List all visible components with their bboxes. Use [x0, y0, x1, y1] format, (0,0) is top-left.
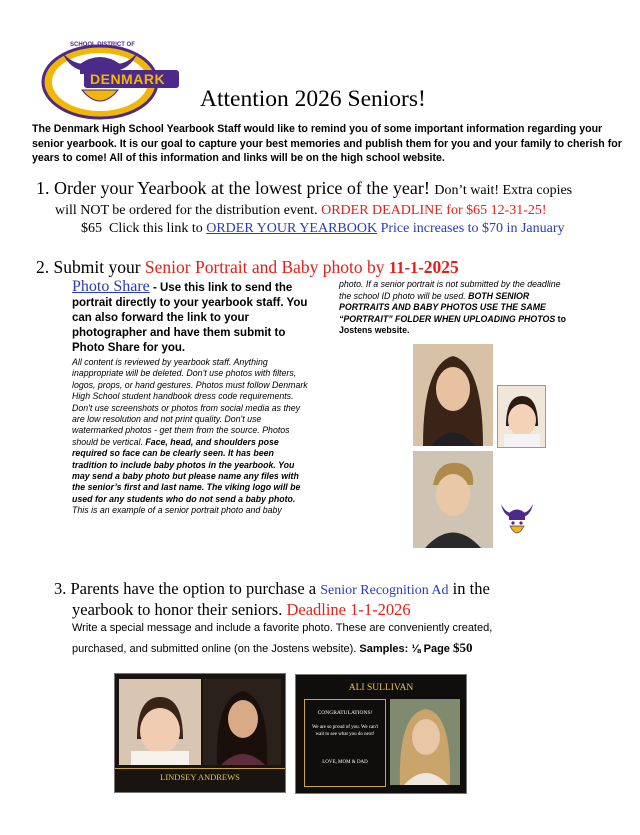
photo-guidelines: [72, 357, 310, 517]
logo-arc-text: SCHOOL DISTRICT OF: [70, 42, 135, 48]
ad2-name: ALI SULLIVAN: [348, 683, 414, 693]
item3-line4: [72, 640, 472, 656]
item3-line3: Write a special message and include a favorite photo. These are conveniently created,: [72, 622, 493, 634]
item1-dont-wait: Don’t wait! Extra copies: [434, 183, 573, 198]
item2-number: 2.: [36, 257, 50, 277]
item1-deadline: ORDER DEADLINE for $65 12-31-25!: [321, 203, 547, 218]
item3-number: 3.: [54, 579, 67, 598]
item1-heading: [36, 178, 572, 199]
photo-share-link[interactable]: Photo Share: [72, 278, 150, 295]
item1-line3: [81, 221, 564, 237]
guidelines-bold: Face, head, and shoulders pose required so face can be clearly seen. It has been tradition to include baby photos in the yearbook. You may send a baby photo but please name any files with the senior’s first and last name. The viking logo will be used for any students who do not send a baby photo.: [72, 436, 301, 504]
item3-text: Parents have the option to purchase a: [70, 579, 317, 598]
item1-price-increase: Price increases to $70 in January: [380, 221, 565, 236]
item2-highlight: Senior Portrait and Baby photo by: [144, 257, 385, 277]
logo-name: DENMARK: [90, 71, 166, 87]
sample-ad-ali: [295, 674, 467, 794]
item2-date-year: 2025: [423, 257, 459, 277]
item3-line2: [72, 600, 411, 620]
item3-purchase-text: purchased, and submitted online (on the Jostens website).: [72, 643, 357, 655]
ad1-name: LINDSEY ANDREWS: [115, 768, 285, 782]
order-yearbook-link[interactable]: ORDER YOUR YEARBOOK: [206, 221, 378, 236]
ad2-senior-photo: [390, 699, 460, 785]
guidelines-tail: This is an example of a senior portrait photo and baby: [72, 505, 282, 516]
item1-click-text: Click this link to: [109, 221, 203, 236]
baby-photo-female-image: [497, 385, 546, 448]
ad2-message-box: [304, 699, 386, 787]
district-logo: [40, 40, 180, 120]
samples-label: Samples:: [359, 643, 409, 655]
item2-date-main: 11-1-: [388, 258, 424, 277]
samples-price: $50: [452, 640, 473, 655]
ad2-signoff: LOVE, MOM & DAD: [322, 760, 368, 765]
item3-deadline: Deadline 1-1-2026: [286, 600, 411, 619]
page-title: Attention 2026 Seniors!: [200, 86, 426, 112]
item2-heading: [36, 257, 459, 278]
intro-paragraph: The Denmark High School Yearbook Staff would like to remind you of some important information regarding your senior yearbook. It is our goal to capture your best memories and publish them for you and your family to cherish for years to come! All of this information and links will be on the high school website.: [32, 123, 622, 164]
senior-portrait-male-image: [413, 451, 493, 548]
photo-share-block: [72, 279, 310, 517]
right-bold: BOTH SENIOR PORTRAITS AND BABY PHOTOS USE THE SAME “PORTRAIT” FOLDER WHEN UPLOADING PHOTOS: [339, 290, 556, 324]
ad1-senior-photo: [203, 679, 281, 765]
item1-no-extra: will NOT be ordered for the distribution event.: [55, 203, 318, 218]
senior-portrait-female-image: [413, 344, 493, 446]
guidelines-italic: All content is reviewed by yearbook staff. Anything inappropriate will be deleted. Don't use photos with filters, logos, props, or hand gestures. Photos must follow Denmark High School student handbook dress code requirements. Don't use screenshots or photos from social media as they are low resolution and not print quality. Don't use watermarked photos - get them from the source. Photos should be vertical.: [72, 357, 308, 447]
item3-heading: [54, 579, 490, 599]
ad1-baby-photo: [119, 679, 201, 765]
item3-honor: yearbook to honor their seniors.: [72, 600, 283, 619]
item3-highlight: Senior Recognition Ad: [320, 583, 449, 598]
ad2-congrats: CONGRATULATIONS!: [317, 710, 373, 716]
viking-logo-icon: [497, 496, 537, 546]
item1-price: $65: [81, 221, 102, 236]
samples-fraction: ⅛ Page: [411, 643, 450, 655]
item1-line2: [55, 203, 547, 219]
sample-ad-lindsey: [114, 673, 286, 793]
item2-text: Submit your: [53, 257, 141, 277]
portrait-folder-note: [339, 279, 571, 337]
ad2-message: We are so proud of you. We can't wait to see what you do next!: [311, 725, 379, 737]
item2-deadline: [389, 258, 459, 277]
item1-text: Order your Yearbook at the lowest price of the year!: [54, 178, 430, 198]
right-italic: photo. If a senior portrait is not submitted by the deadline the school ID photo will be used.: [339, 279, 561, 301]
item1-number: 1.: [36, 178, 50, 198]
photo-share-heading: [72, 279, 310, 356]
right-tail: to Jostens website.: [339, 313, 566, 336]
item3-text-end: in the: [452, 579, 490, 598]
photo-share-instructions: - Use this link to send the portrait directly to your yearbook staff. You can also forward the link to your photographer and have them submit to Photo Share for you.: [72, 282, 308, 354]
